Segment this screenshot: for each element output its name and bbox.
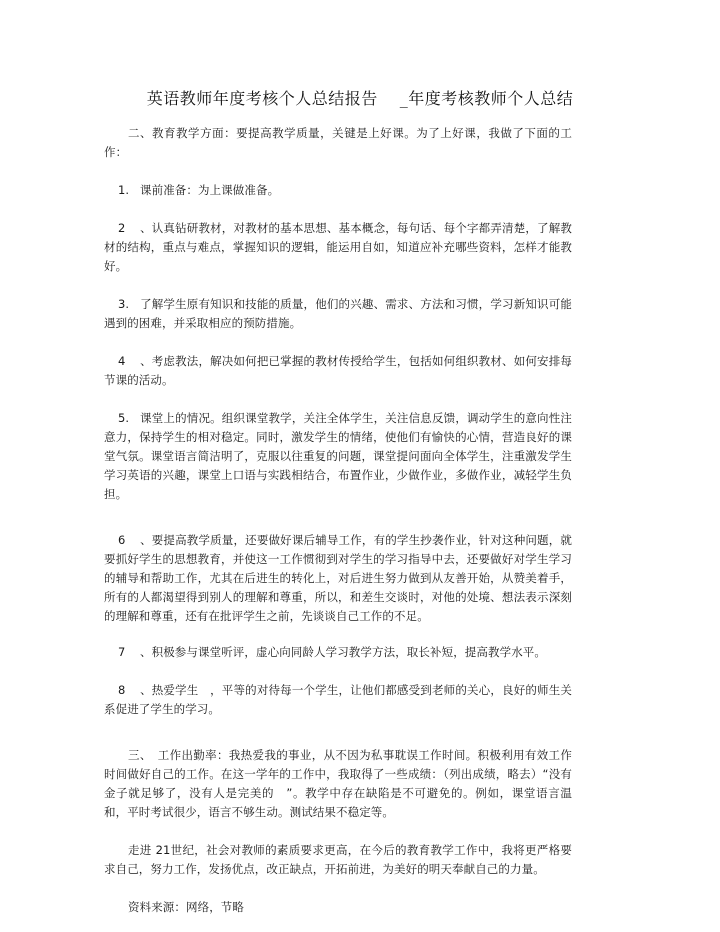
item-8 xyxy=(104,681,572,719)
title-main: 英语教师年度考核个人总结报告 xyxy=(146,89,378,108)
item-text: 了解学生原有知识和技能的质量，他们的兴趣、需求、方法和习惯，学习新知识可能遇到的困难，并采取相应的预防措施。 xyxy=(104,297,572,330)
item-number: 5. xyxy=(118,411,130,425)
source-note: 资料来源：网络，节略 xyxy=(128,900,244,914)
item-text: 、热爱学生 ，平等的对待每一个学生，让他们都感受到老师的关心，良好的师生关系促进了学生的学习。 xyxy=(104,683,572,716)
section-conclusion: 走进 21世纪，社会对教师的素质要求更高，在今后的教育教学工作中，我将更严格要求自己，努力工作，发扬优点，改正缺点，开拓前进，为美好的明天奉献自己的力量。 xyxy=(104,843,572,876)
item-7 xyxy=(104,643,572,662)
item-text: 、要提高教学质量，还要做好课后辅导工作，有的学生抄袭作业，针对这种问题，就要抓好学生的思想教育，并使这一工作惯彻到对学生的学习指导中去，还要做好对学生学习的辅导和帮助工作，尤其在后进生的转化上，对后进生努力做到从友善开始，从赞美着手，所有的人都渴望得到别人的理解和尊重，所以，和差生交谈时，对他的处境、想法表示深刻的理解和尊重，还有在批评学生之前，先谈谈自己工作的不足。 xyxy=(104,533,572,623)
item-text: 、考虑教法，解决如何把已掌握的教材传授给学生，包括如何组织教材、如何安排每节课的活动。 xyxy=(104,354,572,387)
item-number: 8 xyxy=(118,683,126,697)
item-number: 3. xyxy=(118,297,130,311)
section-education-heading: 二、教育教学方面：要提高教学质量，关键是上好课。为了上好课，我做了下面的工作： xyxy=(104,126,572,159)
section-attendance: 三、 工作出勤率：我热爱我的事业，从不因为私事耽误工作时间。积极利用有效工作时间做好自己的工作。在这一学年的工作中，我取得了一些成绩：（列出成绩，略去）“没有金子就足够了，没有人是完美的 ”。教学中存在缺陷是不可避免的。例如，课堂语言温和，平时考试很少，语言不够生动。测试结果不稳定等。 xyxy=(104,748,572,819)
item-4 xyxy=(104,352,572,390)
item-number: 1. xyxy=(118,183,130,197)
document-title xyxy=(0,86,720,109)
item-text: 课堂上的情况。组织课堂教学，关注全体学生，关注信息反馈，调动学生的意向性注意力，保持学生的相对稳定。同时，激发学生的情绪，使他们有愉快的心情，营造良好的课堂气氛。课堂语言简洁明了，克服以往重复的问题，课堂提问面向全体学生，注重激发学生学习英语的兴趣，课堂上口语与实践相结合，布置作业，少做作业，多做作业，减轻学生负担。 xyxy=(104,411,572,501)
item-number: 4 xyxy=(118,354,126,368)
item-3 xyxy=(104,295,572,333)
item-number: 2 xyxy=(118,221,126,235)
item-text: 、认真钻研教材，对教材的基本思想、基本概念，每句话、每个字都弄清楚，了解教材的结构，重点与难点，掌握知识的逻辑，能运用自如，知道应补充哪些资料，怎样才能教好。 xyxy=(104,221,572,273)
item-6 xyxy=(104,531,572,626)
document-body xyxy=(104,124,572,917)
item-text: 课前准备：为上课做准备。 xyxy=(140,183,280,197)
item-2 xyxy=(104,219,572,276)
item-5 xyxy=(104,409,572,504)
item-number: 6 xyxy=(118,533,126,547)
title-sub: _年度考核教师个人总结 xyxy=(399,89,574,108)
item-text: 、积极参与课堂听评，虚心向同龄人学习教学方法，取长补短，提高教学水平。 xyxy=(140,645,546,659)
item-1 xyxy=(104,181,572,200)
item-number: 7 xyxy=(118,645,126,659)
